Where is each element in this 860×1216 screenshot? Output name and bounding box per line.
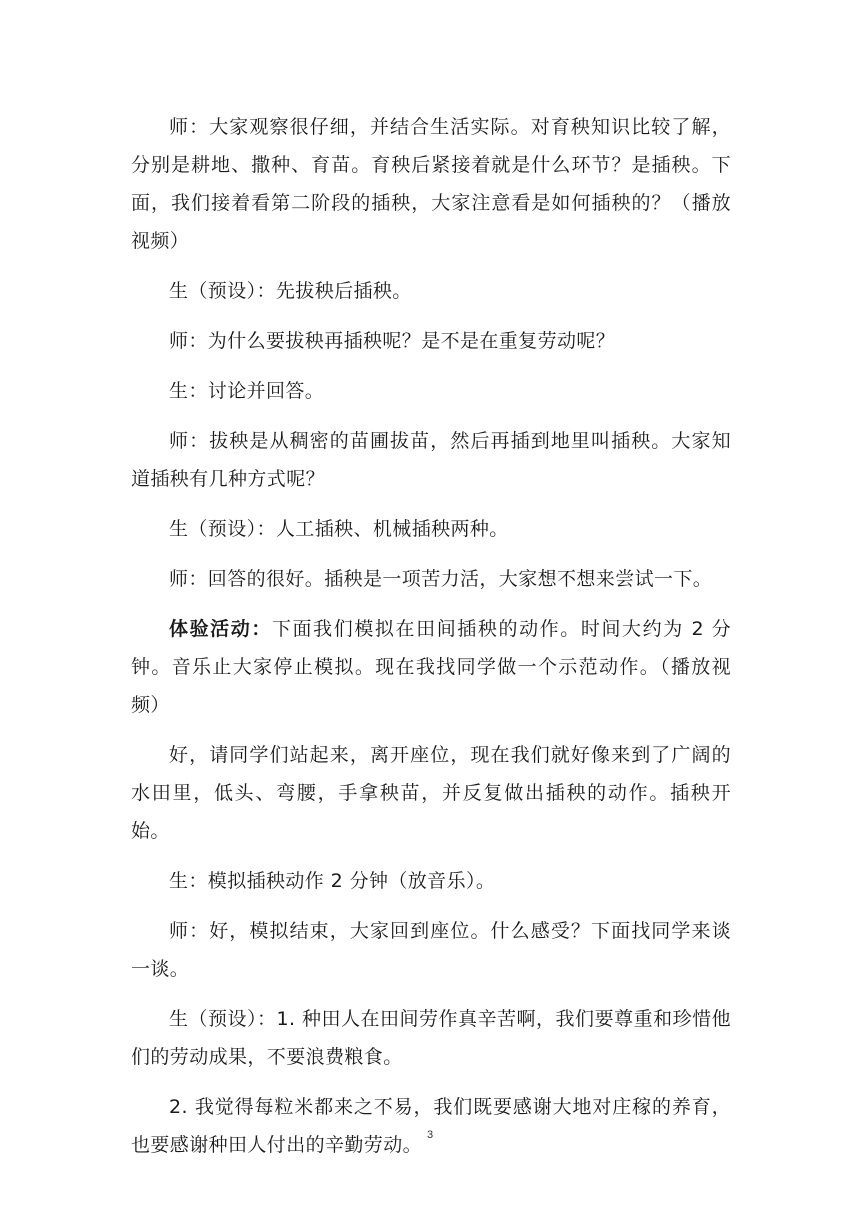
paragraph bbox=[131, 736, 731, 850]
paragraph-text: 师：好，模拟结束，大家回到座位。什么感受？下面找同学来谈一谈。 bbox=[131, 920, 731, 980]
paragraph bbox=[131, 510, 731, 548]
paragraph-text: 生（预设）：1. 种田人在田间劳作真辛苦啊，我们要尊重和珍惜他们的劳动成果，不要浪费粮食。 bbox=[131, 1008, 731, 1068]
page-body bbox=[131, 108, 731, 1176]
page-number: 3 bbox=[426, 1129, 434, 1141]
paragraph-text: 生：模拟插秧动作 2 分钟（放音乐）。 bbox=[169, 870, 496, 892]
paragraph-lead: 体验活动： bbox=[169, 618, 272, 640]
paragraph-text: 师：回答的很好。插秧是一项苦力活，大家想不想来尝试一下。 bbox=[169, 568, 713, 590]
paragraph-text: 生（预设）：先拔秧后插秧。 bbox=[169, 280, 412, 302]
paragraph-text: 生（预设）：人工插秧、机械插秧两种。 bbox=[169, 518, 509, 540]
paragraph bbox=[131, 272, 731, 310]
paragraph bbox=[131, 322, 731, 360]
paragraph bbox=[131, 108, 731, 260]
paragraph-text: 2. 我觉得每粒米都来之不易，我们既要感谢大地对庄稼的养育，也要感谢种田人付出的辛勤劳动。 bbox=[131, 1096, 731, 1156]
paragraph-text: 师：大家观察很仔细，并结合生活实际。对育秧知识比较了解，分别是耕地、撒种、育苗。育秧后紧接着就是什么环节？是插秧。下面，我们接着看第二阶段的插秧，大家注意看是如何插秧的？（播放视频） bbox=[131, 116, 731, 252]
paragraph-text: 师：为什么要拔秧再插秧呢？是不是在重复劳动呢？ bbox=[169, 330, 616, 352]
paragraph-text: 好，请同学们站起来，离开座位，现在我们就好像来到了广阔的水田里，低头、弯腰，手拿秧苗，并反复做出插秧的动作。插秧开始。 bbox=[131, 744, 731, 842]
paragraph bbox=[131, 422, 731, 498]
paragraph bbox=[131, 912, 731, 988]
paragraph-text: 师：拔秧是从稠密的苗圃拔苗，然后再插到地里叫插秧。大家知道插秧有几种方式呢？ bbox=[131, 430, 731, 490]
paragraph bbox=[131, 1088, 731, 1164]
paragraph bbox=[131, 610, 731, 724]
paragraph bbox=[131, 862, 731, 900]
paragraph bbox=[131, 372, 731, 410]
paragraph-text: 下面我们模拟在田间插秧的动作。时间大约为 2 分钟。音乐止大家停止模拟。现在我找同学做一个示范动作。（播放视频） bbox=[131, 618, 731, 716]
paragraph-text: 生：讨论并回答。 bbox=[169, 380, 325, 402]
paragraph bbox=[131, 1000, 731, 1076]
paragraph bbox=[131, 560, 731, 598]
